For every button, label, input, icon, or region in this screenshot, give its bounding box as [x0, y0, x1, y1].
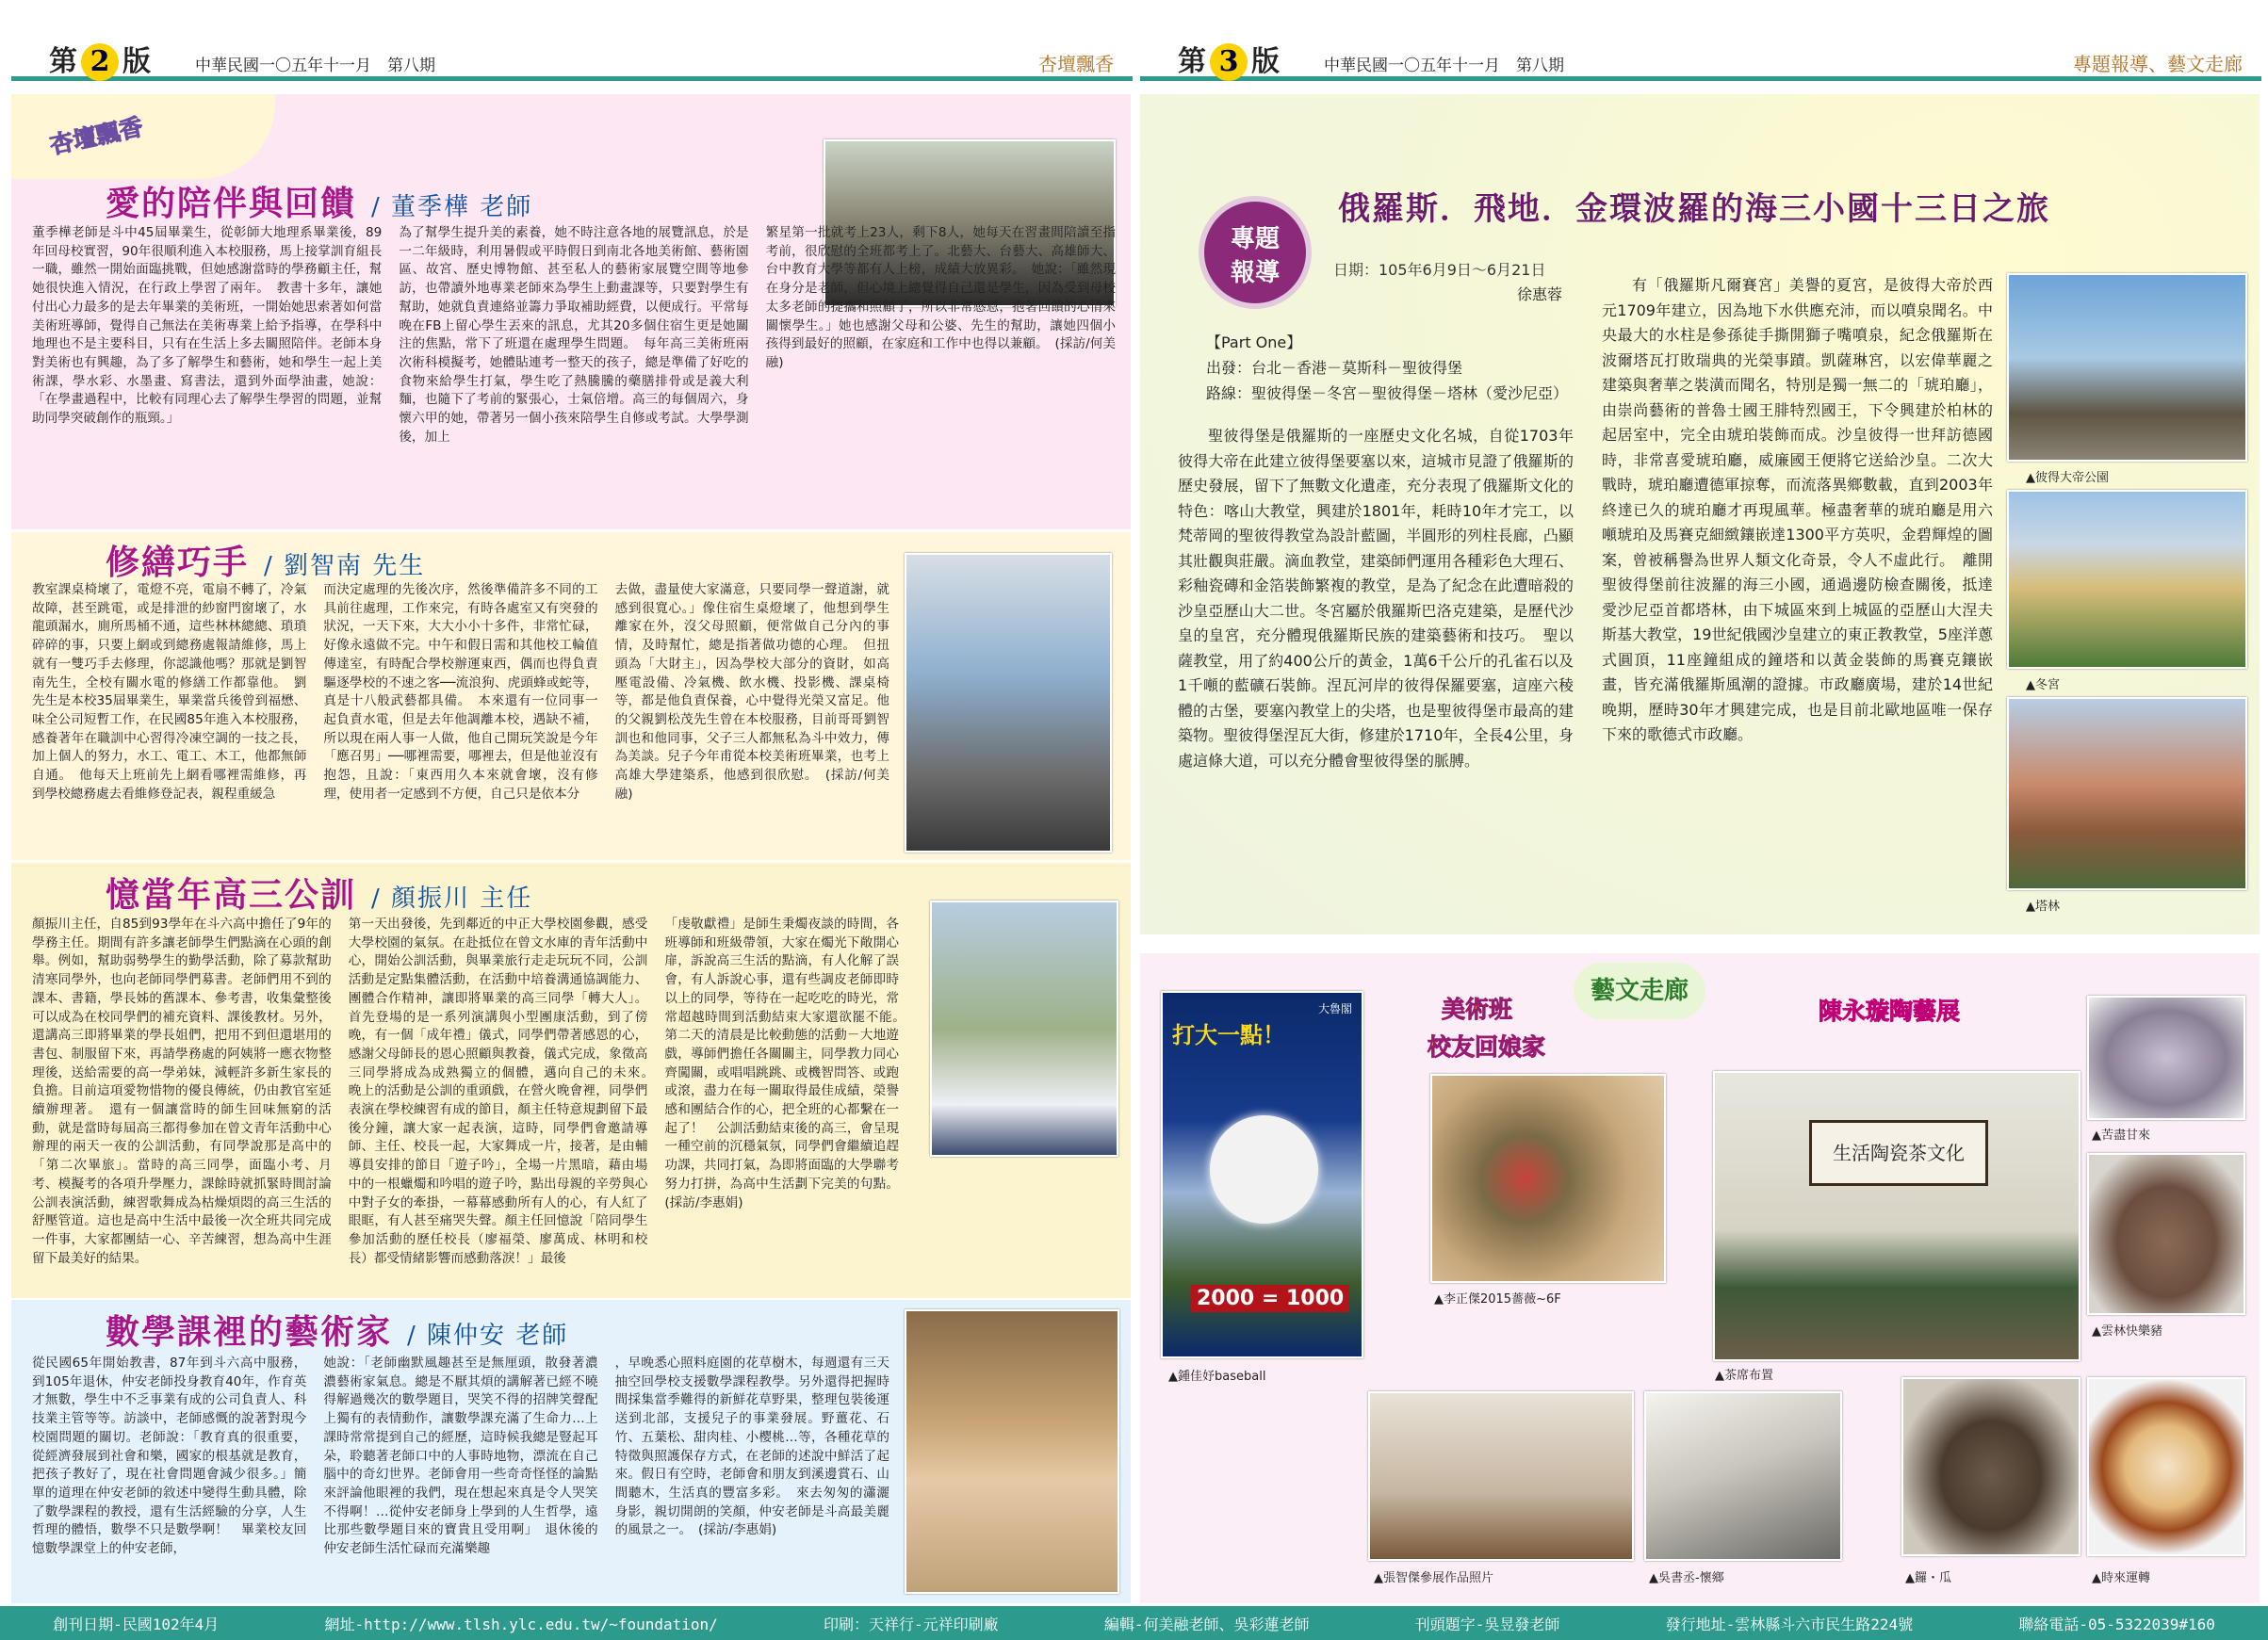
clock-plate-caption: ▲時來運轉 [2092, 1571, 2150, 1585]
author: / 陳仲安 老師 [407, 1322, 569, 1350]
tea-set-photo [1368, 1391, 1634, 1561]
col-2: 為了幫學生提升美的素養，她不時注意各地的展覽訊息，於是一二年級時，利用暑假或平時假日到南北各地美術館、藝術園區、故宮、歷史博物館、甚至私人的藝術家展覽空間等地參訪，也帶讀外地專業老師來為學生上動畫課等，只要對學生有幫助，她就負責連絡並籌力爭取補助經費，以便成行。平常每晚在FB上留心學生丟來的訊息，尤其20多個住宿生更是她關注的焦點，常下了班還在處理學生問題。 每年高三美術班兩次術科模擬考，她體貼連考一整天的孩子，總是準備了好吃的食物來給學生打氣，學生吃了熱騰騰的藥膳排骨或是義大利麵，也隨下了考前的緊張心，士氣倍增。高三的每個周六，身懷六甲的她，帶著另一個小孩來陪學生自修或考試。大學學測後，加上 [399, 225, 749, 445]
col-2: 而決定處理的先後次序，然後準備許多不同的工具前往處理，工作來完，有時各處室又有突發的狀況，一天下來，大大小小十多件，非常忙碌，好像永遠做不完。中午和假日需和其他校工輪值傳達室，有時配合學校辦運東西，偶而也得負責驅逐學校的不速之客──流浪狗、虎頭蜂或蛇等，真是十八般武藝都具備。 本來還有一位同事一起負責水電，但是去年他調離本校，遇缺不補，所以現在兩人事一人做，他自己開玩笑說是今年「應召男」──哪裡需要，哪裡去，但是他並沒有抱怨，且說：「東西用久本來就會壞，沒有修理，使用者一定感到不方便，自己只是依本分 [323, 582, 598, 802]
feature-tag: 專題報導 [1199, 196, 1312, 309]
peter-park-caption: ▲彼得大帝公園 [2026, 471, 2109, 485]
col-1: 教室課桌椅壞了，電燈不亮，電扇不轉了，冷氣故障，甚至跳電，或是排泄的紗窗門窗壞了，水龍頭漏水，廁所馬桶不通，這些林林總總、瑣瑣碎碎的事，只要上網或到總務處報請維修，馬上就有一雙巧手去修理，你認識他嗎？那就是劉智南先生，全校有關水電的修繕工作都靠他。 劉先生是本校35屆畢業生，畢業當兵後曾到福懋、味全公司短暫工作，在民國85年進入本校服務，感養著年在職訓中心習得冷凍空調的一技之長，加上個人的努力，水工、電工、木工，他都無師自通。 他每天上班前先上網看哪裡需維修，再到學校總務處去看維修登記表，親程重緩急 [32, 582, 307, 802]
author: / 顏振川 主任 [371, 885, 533, 913]
tallinn-caption: ▲塔林 [2026, 900, 2060, 914]
portrait-photo [905, 1309, 1119, 1594]
footer-url[interactable]: 網址-http://www.tlsh.ylc.edu.tw/~foundation/ [324, 1615, 718, 1633]
page-header [1140, 38, 2261, 81]
winter-palace-photo [2007, 490, 2247, 669]
col-1: 從民國65年開始教書，87年到斗六高中服務，到105年退休，仲安老師投身教育40年，作育英才無數，學生中不乏事業有成的公司負責人、科技業主管等等。訪談中，老師感慨的說著對現今校園問題的關切。老師說：「教育真的很重要，從經濟發展到社會和樂，國家的根基就是教育，把孩子教好了，現在社會問題會減少很多。」簡單的道理在仲安老師的敘述中變得生動具體，除了數學課程的教授，還有生活經驗的分享，人生哲理的體悟，數學不只是數學啊！ 畢業校友回憶數學課堂上的仲安老師， [32, 1356, 307, 1557]
clock-plate-photo [2087, 1377, 2245, 1556]
art-gallery [1140, 953, 2260, 1603]
pottery-exhibit-hall [1713, 1071, 2080, 1361]
footer-founded: 創刊日期-民國102年4月 [53, 1615, 220, 1633]
route-path: 路線：聖彼得堡－冬宮－聖彼得堡－塔林（愛沙尼亞） [1206, 384, 1569, 402]
page-number [1178, 38, 1280, 81]
page-header [11, 38, 1133, 81]
feature-col-1: 聖彼得堡是俄羅斯的一座歷史文化名城，自從1703年彼得大帝在此建立彼得堡要塞以來，這城市見證了俄羅斯的歷史發展，留下了無數文化遺產，充分表現了俄羅斯文化的特色：喀山大教堂，興建於1801年，耗時10年才完工，以梵蒂岡的聖彼得教堂為設計藍圖，半圓形的列柱長廊，凸顯其壯觀與莊嚴。滴血教堂，建築師們運用各種彩色大理石、彩釉瓷磚和金箔裝飾繁複的教堂，是為了紀念在此遭暗殺的沙皇亞歷山大二世。冬宮屬於俄羅斯巴洛克建築，是歷代沙皇的皇宮，充分體現俄羅斯民族的建築藝術和技巧。 聖以薩教堂，用了約400公斤的黃金，1萬6千公斤的孔雀石以及1千噸的藍礦石裝飾。涅瓦河岸的彼得保羅要塞，這座六稜體的古堡，要塞內教堂上的尖塔，也是聖彼得堡市最高的建築物。聖彼得堡涅瓦大街，修建於1710年，全長4公里，身處這條大道，可以充分體會聖彼得堡的脈膊。 [1178, 427, 1574, 770]
ban-suffix: 版 [1251, 45, 1280, 78]
part-label: 【Part One】 [1206, 333, 1302, 351]
peter-park-photo [2007, 273, 2247, 462]
footer-calligraphy: 刊頭題字-吳昱發老師 [1414, 1615, 1560, 1633]
article-1-body [32, 224, 1116, 528]
article-2-body [32, 581, 889, 854]
col-3: ，早晚悉心照料庭園的花草樹木，每週還有三天抽空回學校支援數學課程教學。另外還得把握時間採集當季難得的新鮮花草野果，整理包裝後運送到北部，支援兒子的事業發展。野薑花、石竹、五葉松、甜肉桂、小樱桃…等，各種花草的特徵與照護保存方式，在老師的述說中鮮活了起來。假日有空時，老師會和朋友到溪邊賞石、山間聽木，生活真的豐富多彩。 來去匆匆的瀟灑身影，親切開朗的笑顏，仲安老師是斗高最美麗的風景之一。 (採訪/李惠娟) [614, 1356, 889, 1538]
issue-date: 中華民國一〇五年十一月 第八期 [195, 57, 435, 75]
article-4-body [32, 1355, 889, 1601]
pottery-title: 陳永璇陶藝展 [1819, 998, 1961, 1025]
footer-printer: 印刷：天祥行-元祥印刷廠 [824, 1615, 999, 1633]
footer-bar [0, 1606, 2268, 1640]
rose-caption: ▲李正傑2015薔薇~6F [1434, 1292, 1561, 1307]
article-3-body [32, 916, 1116, 1294]
article-1 [11, 94, 1131, 529]
feature-dates: 日期：105年6月9日～6月21日 [1333, 261, 1546, 279]
art-class-title-1: 美術班 [1442, 996, 1513, 1023]
art-class-title-2: 校友回娘家 [1428, 1033, 1546, 1061]
col-2: 第一天出發後，先到鄰近的中正大學校園參觀，感受大學校園的氣氛。在赴抵位在曾文水庫的青年活動中心，開始公訓活動，與畢業旅行走走玩玩不同，公訓活動是定點集體活動，在活動中培養溝通協調能力、團體合作精神，讓即將畢業的高三同學「轉大人」。首先登場的是一系列演講與小型團康活動，到了傍晚，有一個「成年禮」儀式，同學們帶著感恩的心，感謝父母師長的恩心照顧與教養，儀式完成，象徵高三同學將成為成熟獨立的個體，邁向自己的未來。 晚上的活動是公訓的重頭戲，在營火晚會裡，同學們表演在學校練習有成的節目，顏主任特意規劃留下最後分鐘，讓大家一起表演，這時，同學們會邀請導師、主任、校長一起，大家舞成一片，接著，是由輔導員安排的節目「遊子吟」，全場一片黑暗，藉由場中的一根蠟燭和吟唱的遊子吟，點出母親的辛勞與心中對子女的牽掛，一幕幕感動所有人的心，有人紅了眼眶，有人甚至痛哭失聲。顏主任回憶說「陪同學生參加活動的歷任校長（廖福榮、廖萬成、林明和校長）都受情緒影響而感動落淚！」最後 [348, 917, 661, 1266]
footer-editors: 編輯-何美融老師、吳彩蓮老師 [1103, 1615, 1310, 1633]
article-4 [11, 1300, 1131, 1603]
col-1: 顏振川主任，自85到93學年在斗六高中擔任了9年的學務主任。期間有許多讓老師學生們點滴在心頭的創舉。例如，幫助弱勢學生的勤學活動，除了募款幫助清寒同學外，也向老師同學們募書。老師們用不到的課本、書籍，學長姊的舊課本、參考書，收集彙整後可以成為在校同學們的補充資料、課後教材。另外，還講高三即將畢業的學長姐們，把用不到但還堪用的書包、制服留下來，再請學務處的阿姨將一應衣物整理後，送給需要的高一學弟妹，減輕許多新生家長的負擔。目前這項愛物惜物的優良傳統，仍由教官室延續辦理著。 還有一個讓當時的師生回味無窮的活動，就是當時每屆高三都得參加在曾文青年活動中心辦理的兩天一夜的公訓活動，有同學說那是高中的「第二次畢旅」。當時的高三同學，面臨小考、月考、模擬考的各項升學壓力，課餘時就抓緊時間討論公訓表演活動，練習歌舞成為枯燥煩悶的高三生活的舒壓管道。這也是高中生活中最後一次全班共同完成一件事，大家都團結一心、辛苦練習，想為高中生涯留下最美好的結果。 [32, 917, 332, 1266]
poster-brand: 大魯閣 [1317, 1002, 1352, 1015]
gallery-tag: 藝文走廊 [1574, 963, 1705, 1019]
tea-table-caption: ▲茶席布置 [1715, 1369, 1773, 1383]
corner-title: 杏壇飄香 [47, 112, 146, 160]
tea-caption: ▲張智傑參展作品照片 [1374, 1571, 1493, 1585]
col-3: 繁星第一批就考上23人，剩下8人，她每天在習畫間陪讀至指考前，很欣慰的全班都考上了。北藝大、台藝大、高雄師大、台中教育大學等都有人上榜，成績大放異彩。 她說：「雖然現在身分是老師，但心境上總覺得自己還是學生，因為受到母校太多老師的提攜和照顧了，所以非常感恩，抱著回饋的心情來關懷學生。」她也感謝父母和公婆、先生的幫助，讓她四個小孩得到最好的照顧，在家庭和工作中也得以兼顧。 (採訪/何美融) [765, 225, 1116, 370]
article-1-title [106, 177, 532, 225]
title-text: 修繕巧手 [106, 543, 250, 582]
title-text: 數學課裡的藝術家 [106, 1312, 393, 1352]
footer-address: 發行地址-雲林縣斗六市民生路224號 [1665, 1615, 1914, 1633]
article-3 [11, 863, 1131, 1298]
article-4-title [106, 1306, 568, 1354]
pottery-piece-3 [2087, 1153, 2245, 1315]
winter-palace-caption: ▲冬宮 [2026, 678, 2060, 692]
baseball-poster [1161, 991, 1363, 1358]
ban-number: 2 [81, 43, 119, 81]
poster-slogan: 打大一點！ [1172, 1022, 1285, 1048]
gong-melon-photo [1901, 1377, 2080, 1556]
ban-prefix: 第 [1178, 45, 1206, 78]
col-3: 去做，盡量使大家滿意，只要同學一聲道謝，就感到很寬心。」像住宿生桌燈壞了，他想到學生離家在外，沒父母照顧，便常做自己分內的事情，及時幫忙，總是指著做功德的心理。 但扭頭為「大財主」，因為學校大部分的資財，如高壓電設備、冷氣機、飲水機、投影機、課桌椅等，都是他負責保養，心中覺得光榮又富足。他的父親劉松茂先生曾在本校服務，目前哥哥劉智訓也和他同事，父子三人都無私為斗中效力，傳為美談。兒子今年甫從本校美術班畢業，也考上高雄大學建築系，他感到很欣慰。 (採訪/何美融) [614, 582, 889, 802]
pottery-caption-1: ▲苦盡甘來 [2092, 1129, 2150, 1143]
route-depart: 出發：台北－香港－莫斯科－聖彼得堡 [1206, 359, 1463, 377]
col-1: 董季樺老師是斗中45屆畢業生，從彰師大地理系畢業後，89年回母校實習，90年很順利進入本校服務，馬上接掌訓育組長一職，雖然一開始面臨挑戰，但她感謝當時的學務顧主任，幫她很快進入情況，在行政上學習了兩年。 教書十多年，讓她付出心力最多的是去年畢業的美術班，一開始她思索著如何當美術班導師，覺得自己無法在美術專業上給予指導，在學科中地理也不是主要科目，只有在生活上多去關照陪伴。老師本身對美術也有興趣，為了多了解學生和藝術，她和學生一起上美術課，學水彩、水墨畫、寫書法，還到外面學油畫，她說：「在學畫過程中，比較有同理心去了解學生學習的問題，並幫助同學突破創作的瓶頸。」 [32, 225, 383, 427]
bicycle-photo [905, 553, 1112, 852]
ban-prefix: 第 [49, 45, 77, 78]
title-text: 愛的陪伴與回饋 [106, 184, 357, 223]
ink-painting [1644, 1391, 1842, 1561]
article-2-title [106, 536, 425, 584]
tallinn-photo [2007, 697, 2247, 890]
feature-title: 俄羅斯．飛地．金環波羅的海三小國十三日之旅 [1338, 190, 2050, 228]
section-name: 專題報導、藝文走廊 [2073, 53, 2243, 75]
feature-col-2: 有「俄羅斯凡爾賽宮」美譽的夏宮，是彼得大帝於西元1709年建立，因為地下水供應充沛，而以噴泉聞名。中央最大的水柱是參孫徒手撕開獅子嘴噴泉，紀念俄羅斯在波爾塔瓦打敗瑞典的光榮事蹟。凱薩琳宮，以宏偉華麗之建築與奢華之裝潢而聞名，特別是獨一無二的「琥珀廳」，由崇尚藝術的普魯士國王腓特烈國王，下令興建於柏林的起居室中，完全由琥珀裝飾而成。沙皇彼得一世拜訪德國時，非常喜愛琥珀廳，威廉國王便將它送給沙皇。二次大戰時，琥珀廳遭德軍掠奪，而流落異鄉數載，直到2003年終達已久的琥珀廳才再現風華。極盡奢華的琥珀廳是用六噸琥珀及馬賽克細緻鑲嵌達1300平方英呎，金碧輝煌的圖案，曾被稱譽為世界人類文化奇景，令人不虛此行。 離開聖彼得堡前往波羅的海三小國，通過邊防檢查關後，抵達愛沙尼亞首都塔林，由下城區來到上城區的亞歷山大涅夫斯基大教堂，19世紀俄國沙皇建立的東正教教堂，5座洋蔥式圓頂，11座鐘組成的鐘塔和以黃金裝飾的馬賽克鑲嵌畫，皆充滿俄羅斯風潮的證據。市政廳廣場，建於14世紀晚期，歷時30年才興建完成，也是目前北歐地區唯一保存下來的歌德式市政廳。 [1602, 276, 1993, 743]
ink-caption: ▲吳書丞-懷鄉 [1649, 1571, 1724, 1585]
pottery-piece-1 [2087, 996, 2245, 1120]
rose-painting [1430, 1074, 1666, 1283]
baseball-caption: ▲鍾佳妤baseball [1168, 1370, 1266, 1384]
article-2 [11, 532, 1131, 860]
col-3: 「虔敬獻禮」是師生秉燭夜談的時間，各班導師和班級帶領，大家在燭光下敞開心扉，訴說高三生活的點滴，有人化解了誤會，有人訴說心事，還有些調皮老師即時以上的同學，等待在一起吃吃的時光，常常超越時間到活動結束大家還欲罷不能。 第二天的清晨是比較動態的活動－大地遊戲，導師們擔任各關關主，同學教力同心齊闖關，或唱唱跳跳、或機智問答、或跑或滾，盡力在每一關取得最佳成績，榮譽感和團結合作的心，把全班的心都繫在一起了！ 公訓活動結束後的高三，會呈現一種空前的沉穩氣氛，同學們會繼續追趕功課，共同打氣，為即將面臨的大學聯考努力打拼，為高中生活劃下完美的句點。(採訪/李惠娟) [664, 917, 912, 1210]
calligraphy-scroll: 生活陶瓷茶文化 [1809, 1120, 1988, 1186]
baseball-icon [1210, 1115, 1318, 1224]
page-3 [1140, 0, 2261, 1640]
section-name: 杏壇飄香 [1038, 53, 1114, 75]
ban-suffix: 版 [122, 45, 151, 78]
feature-author: 徐惠蓉 [1517, 285, 1563, 303]
footer-phone: 聯絡電話-05-5322039#160 [2018, 1615, 2215, 1633]
author: / 劉智南 先生 [264, 552, 426, 580]
gong-melon-caption: ▲鑼・瓜 [1905, 1571, 1951, 1585]
page-2 [11, 0, 1133, 1640]
ban-number: 3 [1210, 43, 1248, 81]
issue-date: 中華民國一〇五年十一月 第八期 [1324, 57, 1564, 75]
travel-feature [1140, 94, 2260, 934]
author: / 董季樺 老師 [371, 193, 533, 221]
title-text: 憶當年高三公訓 [106, 875, 357, 915]
route-box [1178, 330, 1574, 406]
poster-price: 2000 = 1000 [1191, 1285, 1349, 1312]
col-2: 她說：「老師幽默風趣甚至是無厘頭，散發著濃濃藝術家氣息。總是不厭其煩的講解著已經不曉得解過幾次的數學題目，哭笑不得的招牌笑聲配上獨有的表情動作，讓數學課充滿了生命力…上課時常常提到自己的經歷，這時候我總是豎起耳朵，聆聽著老師口中的人事時地物，漂流在自己腦中的奇幻世界。老師會用一些奇奇怪怪的論點來評論他眼裡的我們，現在想起來真是令人哭笑不得啊！…從仲安老師身上學到的人生哲學，遠比那些數學題目來的寶貴且受用啊」 退休後的仲安老師生活忙碌而充滿樂趣 [323, 1356, 598, 1557]
page-number [49, 38, 151, 81]
article-3-title [106, 869, 532, 917]
pottery-caption-3: ▲雲林快樂豬 [2092, 1324, 2162, 1339]
